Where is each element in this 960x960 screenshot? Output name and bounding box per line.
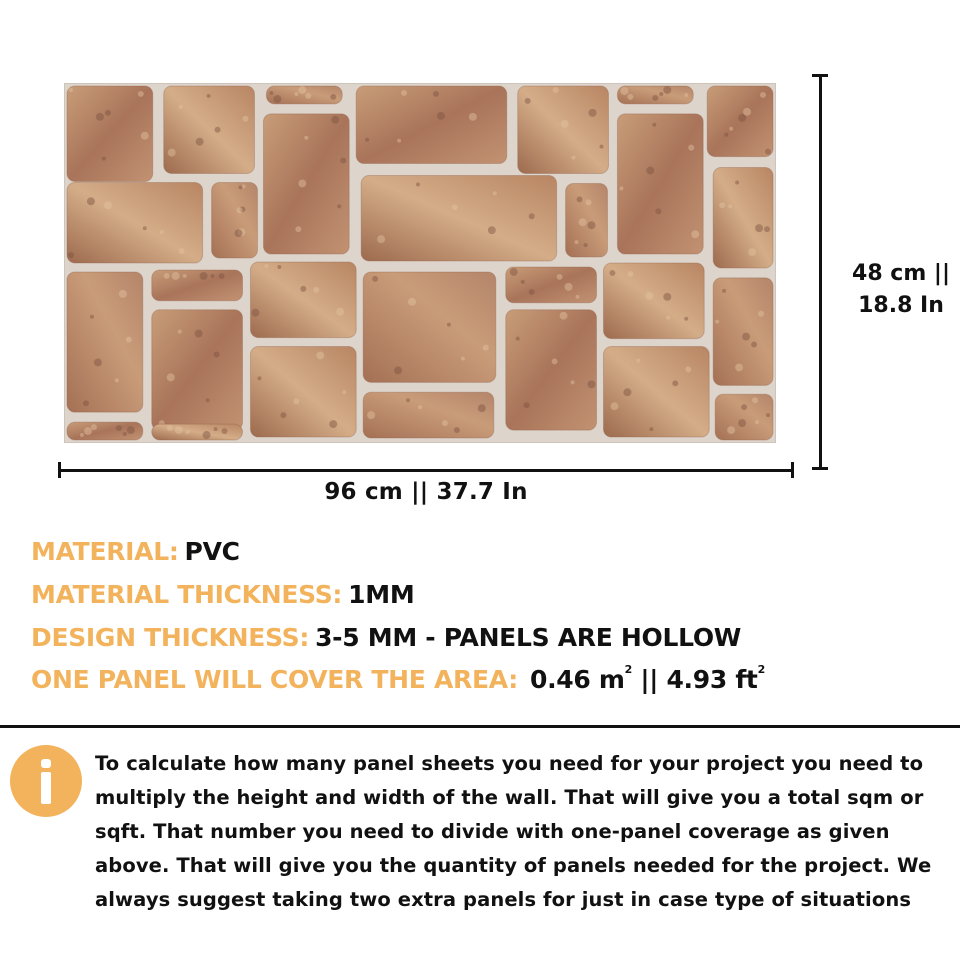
stone-speckle [719, 202, 725, 208]
stone-speckle [298, 179, 306, 187]
stone-speckle [316, 352, 324, 360]
stone [212, 182, 258, 258]
stone [67, 272, 143, 412]
stone-speckle [257, 376, 261, 380]
stone-speckle [183, 274, 187, 278]
stone-speckle [167, 425, 173, 431]
height-dimension-line1: 48 cm || [852, 261, 950, 286]
stone-speckle [483, 345, 489, 351]
stone-speckle [571, 380, 575, 384]
stone-speckle [186, 430, 190, 434]
stone-speckle [454, 427, 460, 433]
stone-speckle [336, 308, 344, 316]
stone-speckle [196, 138, 204, 146]
spec-design-label: DESIGN THICKNESS: [31, 623, 310, 652]
stone-speckle [397, 139, 401, 143]
spec-thickness-label: MATERIAL THICKNESS: [31, 580, 343, 609]
stone [67, 86, 153, 181]
stone-speckle [160, 230, 164, 234]
height-dimension-line [819, 75, 822, 470]
stone-speckle [579, 218, 587, 226]
stone-speckle [116, 425, 122, 431]
stone-speckle [751, 342, 757, 348]
stone-speckle [565, 283, 573, 291]
stone-speckle [90, 315, 94, 319]
stone-speckle [764, 226, 770, 232]
height-dimension-line2: 18.8 In [858, 293, 944, 318]
stone-speckle [652, 95, 658, 101]
stone-speckle [340, 158, 346, 164]
stone [152, 424, 243, 440]
stone-speckle [206, 398, 210, 402]
stone-speckle [104, 201, 112, 209]
stone-speckle [729, 127, 733, 131]
stone-speckle [684, 317, 688, 321]
stone-speckle [237, 207, 243, 213]
stone-speckle [666, 316, 670, 320]
stone-speckle [141, 132, 149, 140]
spec-material-label: MATERIAL: [31, 537, 179, 566]
stone-speckle [416, 182, 420, 186]
stone-speckle [215, 127, 221, 133]
stone-speckle [127, 426, 135, 434]
stone-speckle [758, 311, 764, 317]
stone-speckle [588, 380, 596, 388]
stone-speckle [179, 105, 183, 109]
stone-speckle [659, 92, 663, 96]
stone-speckle [294, 92, 298, 96]
coverage-ft2: || 4.93 ft [631, 665, 758, 694]
stone-speckle [437, 112, 445, 120]
width-dimension-cap-right [791, 462, 794, 478]
section-divider [0, 725, 960, 728]
stone-speckle [765, 149, 771, 155]
height-dimension-cap-top [812, 74, 828, 77]
stone-speckle [663, 293, 671, 301]
stone-speckle [239, 185, 243, 189]
stone-speckle [469, 113, 477, 121]
stone-speckle [167, 373, 175, 381]
stone-speckle [207, 94, 211, 98]
stone-speckle [115, 378, 119, 382]
stone [713, 168, 773, 268]
stone-speckle [342, 390, 346, 394]
stone-speckle [203, 431, 211, 439]
stone-speckle [377, 235, 385, 243]
stone-speckle [461, 356, 465, 360]
width-dimension-cap-left [58, 462, 61, 478]
stone-speckle [691, 230, 699, 238]
stone-speckle [164, 273, 170, 279]
stone-speckle [627, 271, 633, 277]
stone-speckle [235, 229, 243, 237]
stone-speckle [552, 358, 558, 364]
stone-speckle [178, 330, 182, 334]
stone-speckle [619, 186, 623, 190]
stone-speckle [524, 402, 530, 408]
stone-speckle [572, 156, 576, 160]
stone-speckle [175, 426, 183, 434]
spec-material-value: PVC [184, 537, 240, 566]
stone-speckle [735, 363, 743, 371]
stone-speckle [331, 116, 339, 124]
stone-speckle [329, 420, 337, 428]
stone [263, 114, 349, 254]
stone-speckle [610, 402, 618, 410]
stone-speckle [722, 289, 726, 293]
stone-speckle [652, 123, 656, 127]
stone-speckle [516, 337, 520, 341]
stone-speckle [521, 280, 525, 284]
spec-coverage-value [530, 665, 765, 694]
stone-texture [65, 84, 775, 442]
stone-speckle [766, 413, 770, 417]
stone [715, 394, 773, 440]
stone-speckle [83, 400, 89, 406]
stone-speckle [724, 133, 728, 137]
stone-speckle [685, 366, 691, 372]
stone [250, 262, 356, 338]
stone-speckle [179, 248, 185, 254]
stone-speckle [273, 95, 281, 103]
stone-speckle [620, 87, 628, 95]
stone-speckle [80, 433, 84, 437]
stone-speckle [269, 91, 273, 95]
spec-material-thickness [31, 580, 414, 609]
stone-speckle [408, 298, 416, 306]
stone [361, 175, 556, 261]
stone-speckle [298, 86, 306, 94]
spec-material [31, 537, 240, 566]
stone-speckle [663, 86, 671, 94]
stone-speckle [433, 91, 439, 97]
stone-speckle [493, 191, 497, 195]
height-dimension-cap-bottom [812, 467, 828, 470]
stone-speckle [123, 432, 127, 436]
stone-speckle [68, 252, 74, 258]
stone-speckle [688, 145, 694, 151]
stone-speckle [168, 149, 176, 157]
stone-speckle [645, 292, 653, 300]
stone-speckle [599, 145, 603, 149]
stone-speckle [452, 204, 458, 210]
spec-coverage-label: ONE PANEL WILL COVER THE AREA: [31, 665, 518, 694]
stone-speckle [447, 323, 451, 327]
stone-speckle [214, 427, 218, 431]
width-dimension-label: 96 cm || 37.7 In [324, 479, 528, 505]
stone-speckle [738, 114, 746, 122]
stone-speckle [623, 388, 631, 396]
stone-speckle [577, 196, 583, 202]
stone-speckle [94, 358, 102, 366]
stone-speckle [264, 264, 268, 268]
stone-speckle [330, 94, 336, 100]
stone-speckle [195, 330, 203, 338]
stone-speckle [69, 88, 73, 92]
stone-speckle [372, 276, 378, 282]
stone-speckle [529, 289, 535, 295]
stone-speckle [251, 309, 259, 317]
stone-speckle [672, 380, 678, 386]
stone [603, 263, 704, 339]
spec-thickness-value: 1MM [348, 580, 415, 609]
stone-speckle [609, 270, 615, 276]
stone-speckle [394, 366, 402, 374]
stone-speckle [715, 320, 719, 324]
stone-speckle [525, 98, 531, 104]
stone-speckle [442, 420, 448, 426]
stone-speckle [295, 226, 301, 232]
stone [363, 392, 494, 438]
stone-speckle [243, 116, 249, 122]
superscript-ft2: 2 [757, 663, 765, 676]
stone [152, 310, 243, 430]
stone-speckle [741, 404, 747, 410]
stone-speckle [584, 243, 588, 247]
stone-speckle [748, 248, 756, 256]
stone [363, 272, 496, 382]
width-dimension-line [58, 469, 794, 472]
stone-speckle [211, 274, 215, 278]
stone-speckle [738, 419, 746, 427]
stone-speckle [367, 411, 375, 419]
stone-speckle [586, 199, 592, 205]
stone-speckle [200, 272, 208, 280]
stone-speckle [105, 110, 111, 116]
stone-speckle [293, 398, 299, 404]
stone-speckle [219, 273, 225, 279]
stone-speckle [96, 113, 104, 121]
stone [603, 347, 709, 437]
stone [713, 278, 773, 385]
stone [356, 86, 507, 164]
spec-coverage [31, 665, 765, 694]
stone-speckle [588, 221, 596, 229]
stone-speckle [576, 295, 580, 299]
info-text: To calculate how many panel sheets you need for your project you need to multiply the height and width of the wall. That will give you a total sqm or sqft. That number you need to divide with one-panel coverage as given above. That will give you the quantity of panels needed for the project. We always suggest taking two extra panels for just in case type of situations [95, 752, 932, 911]
stone [518, 86, 609, 174]
stone-speckle [742, 333, 750, 341]
stone [506, 267, 597, 303]
stone-speckle [337, 204, 341, 208]
stone-speckle [214, 352, 220, 358]
stone-speckle [172, 272, 180, 280]
stone-speckle [102, 157, 106, 161]
stone-speckle [126, 337, 132, 343]
stone-speckle [305, 93, 311, 99]
stone-speckle [300, 286, 306, 292]
spec-design-value: 3-5 MM - PANELS ARE HOLLOW [315, 623, 742, 652]
stone-speckle [277, 265, 281, 269]
stone-speckle [755, 420, 759, 424]
stone-speckle [138, 91, 144, 97]
stone-speckle [760, 92, 766, 98]
stone-speckle [280, 412, 286, 418]
stone-speckle [752, 397, 758, 403]
stone-speckle [222, 428, 228, 434]
stone-speckle [91, 424, 97, 430]
stone-speckle [401, 90, 407, 96]
stone-speckle [488, 226, 496, 234]
stone-speckle [735, 180, 739, 184]
stone-speckle [655, 208, 661, 214]
stone-speckle [560, 312, 568, 320]
stone [250, 347, 356, 437]
stone-speckle [684, 93, 688, 97]
stone-speckle [589, 109, 597, 117]
stone-speckle [529, 213, 535, 219]
stone-speckle [418, 405, 422, 409]
stone-speckle [478, 404, 486, 412]
stone-speckle [727, 426, 735, 434]
height-dimension-label [846, 258, 956, 322]
stone-speckle [313, 287, 319, 293]
stone-speckle [119, 290, 127, 298]
stone-speckle [304, 136, 308, 140]
stone-speckle [406, 398, 410, 402]
stone-speckle [84, 427, 92, 435]
stone-speckle [87, 197, 95, 205]
stone-speckle [561, 120, 569, 128]
stone [617, 114, 703, 254]
stone-speckle [557, 274, 563, 280]
stone-speckle [755, 224, 763, 232]
stone-speckle [143, 226, 147, 230]
stone [164, 86, 255, 174]
stone-panel-image [64, 83, 776, 443]
stone-speckle [728, 204, 732, 208]
stone-speckle [365, 138, 369, 142]
superscript-m2: 2 [624, 663, 632, 676]
info-icon [10, 745, 82, 817]
stone-speckle [575, 240, 579, 244]
stone-speckle [553, 87, 559, 93]
stone-speckle [510, 268, 518, 276]
stone [506, 310, 597, 430]
stone-speckle [627, 94, 633, 100]
stone-speckle [646, 167, 654, 175]
stone-speckle [636, 358, 640, 362]
stone-speckle [649, 427, 653, 431]
coverage-m2: 0.46 m [529, 665, 625, 694]
spec-design-thickness [31, 623, 741, 652]
